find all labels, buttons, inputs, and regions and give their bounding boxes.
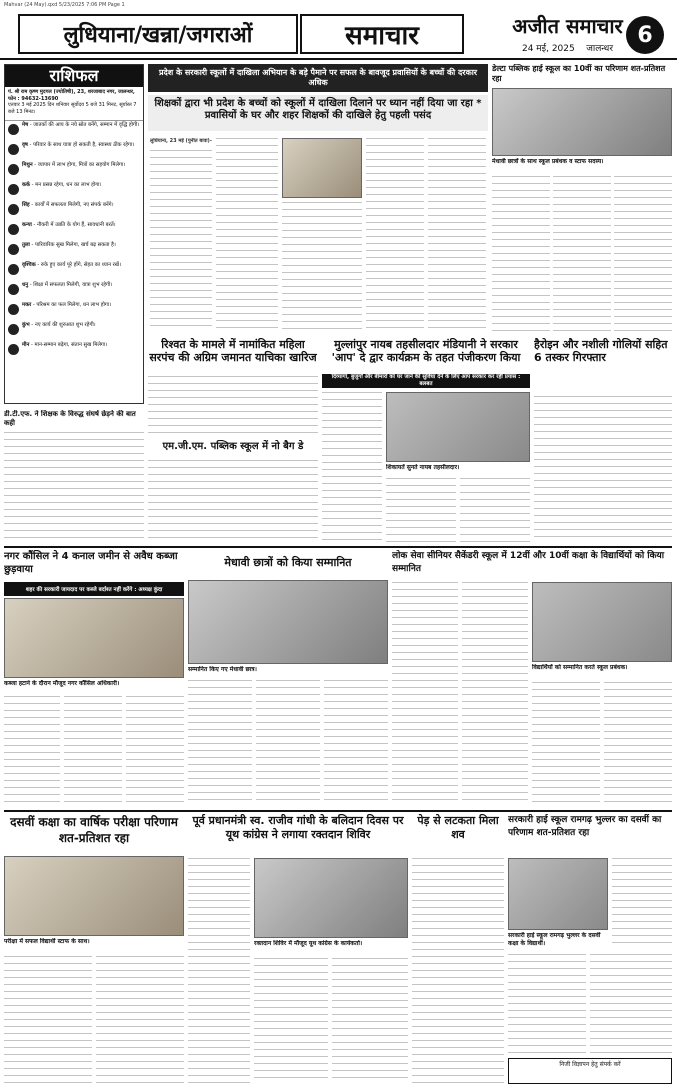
rajiv-body-col1 (188, 858, 250, 1084)
sign-prediction: जातकों की आय के नये स्रोत बनेंगे, सम्मान में वृद्धि होगी। (33, 122, 140, 128)
medhavi-headline: मेधावी छात्रों को किया सम्मानित (224, 556, 352, 569)
sign-row (5, 161, 143, 181)
paper-name: अजीत समाचार (512, 14, 623, 38)
lead-photo (282, 138, 362, 198)
sign-row (5, 201, 143, 221)
sign-row (5, 181, 143, 201)
sign-row (5, 121, 143, 141)
sign-name: सिंह (22, 202, 30, 208)
ramgarh-body-col1 (508, 954, 586, 1054)
sign-text: कन्या - नौकरी में उन्नति के योग हैं, सावधानी बरतें। (22, 222, 116, 228)
section-title: समाचार (300, 14, 464, 54)
ped-headline: पेड़ से लटकता मिला शव (417, 814, 499, 841)
sign-text: मीन - मान-सम्मान बढ़ेगा, संतान सुख मिलेगा। (22, 342, 108, 348)
sign-prediction: मान-सम्मान बढ़ेगा, संतान सुख मिलेगा। (34, 342, 108, 348)
zodiac-icon (8, 304, 19, 315)
rishwat-headline: रिश्वत के मामले में नामांकित महिला सरपंच की अग्रिम जमानत याचिका खारिज (149, 338, 317, 364)
dt-headline: डी.टी.एफ. ने शिक्षक के विरुद्ध संघर्ष छेड़ने की बात कही (4, 410, 136, 427)
lokseva-body-col4 (604, 682, 672, 806)
rajiv-body-col3 (332, 958, 408, 1084)
sign-prediction: नौकरी में उन्नति के योग हैं, सावधानी बरतें। (37, 222, 116, 228)
sign-prediction: परिश्रम का फल मिलेगा, धन लाभ होगा। (36, 302, 112, 308)
zodiac-icon (8, 344, 19, 355)
sign-prediction: कार्यों में सफलता मिलेगी, नए संपर्क बनेंगे। (34, 202, 114, 208)
sign-prediction: रुके हुए कार्य पूरे होंगे, सेहत का ध्यान रखें। (40, 262, 121, 268)
region-title: लुधियाना/खन्ना/जगराओं (18, 14, 298, 54)
delta-body-col2 (553, 176, 611, 336)
sign-name: कन्या (22, 222, 32, 228)
ramgarh-caption: सरकारी हाई स्कूल रामगढ़ भुल्लर के दसवीं कक्षा के विद्यार्थी। (508, 932, 601, 947)
heroin-headline: हैरोइन और नशीली गोलियों सहित 6 तस्कर गिरफ्तार (534, 338, 668, 364)
sign-name: वृष (22, 142, 28, 148)
lead-subhead: शिक्षकों द्वारा भी प्रदेश के बच्चों को स्कूलों में दाखिला दिलाने पर ध्यान नहीं दिया जा रहा * प्रवासियों के घर और शहर शिक्षकों की दाखिले हेतु पहली पसंद (148, 95, 488, 131)
section-divider (4, 546, 672, 548)
lokseva-caption: विद्यार्थियों को सम्मानित करते स्कूल प्रबंधक। (532, 664, 628, 671)
lokseva-photo (532, 582, 672, 662)
sign-text: तुला - पारिवारिक सुख मिलेगा, खर्च बढ़ सकता है। (22, 242, 116, 248)
sign-list (5, 121, 143, 361)
nagar-body-col3 (126, 696, 184, 806)
date-text: 24 मई, 2025 (521, 44, 575, 54)
sign-name: मिथुन (22, 162, 33, 168)
sign-row (5, 221, 143, 241)
zodiac-icon (8, 324, 19, 335)
sign-prediction: पारिवारिक सुख मिलेगा, खर्च बढ़ सकता है। (35, 242, 116, 248)
sign-name: कुंभ (22, 322, 30, 328)
zodiac-icon (8, 264, 19, 275)
nagar-photo (4, 598, 184, 678)
zodiac-icon (8, 224, 19, 235)
sign-row (5, 281, 143, 301)
mullanpur-headline: मुल्लांपुर नायब तहसीलदार मंडियानी ने सरकार 'आप' दे द्वार कार्यक्रम के तहत पंजीकरण किया (331, 338, 521, 364)
sign-text: वृश्चिक - रुके हुए कार्य पूरे होंगे, सेहत का ध्यान रखें। (22, 262, 121, 268)
ramgarh-photo (508, 858, 608, 930)
sign-text: मकर - परिश्रम का फल मिलेगा, धन लाभ होगा। (22, 302, 112, 308)
sign-row (5, 341, 143, 361)
sign-row (5, 261, 143, 281)
zodiac-icon (8, 144, 19, 155)
ped-body (412, 858, 504, 1084)
lokseva-body-col1 (392, 582, 458, 806)
rajiv-headline: पूर्व प्रधानमंत्री स्व. राजीव गांधी के बलिदान दिवस पर यूथ कांग्रेस ने लगाया रक्तदान शिविर (192, 814, 404, 841)
delta-photo (492, 88, 672, 156)
lokseva-body-col3 (532, 682, 600, 806)
ramgarh-body-col2 (590, 954, 672, 1054)
masthead (0, 10, 677, 60)
heroin-body (534, 396, 672, 542)
sign-row (5, 321, 143, 341)
mullanpur-body-col3 (460, 478, 530, 542)
sign-row (5, 141, 143, 161)
sign-text: कर्क - मन प्रसन्न रहेगा, धन का लाभ होगा। (22, 182, 102, 188)
medhavi-caption: सम्मानित किए गए मेधावी छात्र। (188, 666, 257, 673)
rajiv-caption: रक्तदान शिविर में मौजूद यूथ कांग्रेस के कार्यकर्ता। (254, 940, 363, 947)
ramgarh-side-body (612, 858, 672, 948)
astrologer-line: पं. श्री राम कृष्ण मुदगल (ज्योतिषी), 23, शरजाबाद नगर, जालन्धर, फोन : 94632-13690 (8, 89, 135, 101)
sign-text: धनु - शिक्षा में सफलता मिलेगी, यात्रा शुभ रहेगी। (22, 282, 113, 288)
lead-body-col1 (150, 150, 212, 330)
zodiac-icon (8, 244, 19, 255)
lokseva-headline: लोक सेवा सीनियर सैकेंडरी स्कूल में 12वीं और 10वीं कक्षा के विद्यार्थियों को किया सम्मानित (392, 551, 665, 574)
nagar-body-col2 (64, 696, 122, 806)
mullanpur-body-col1 (322, 392, 382, 542)
lead-dateline: लुधियाना, 23 मई (पुनीत बावा)- (150, 138, 212, 144)
lokseva-body-col2 (462, 582, 528, 806)
nagar-body-col1 (4, 696, 60, 806)
sign-prediction: नए कार्य की शुरुआत शुभ रहेगी। (34, 322, 96, 328)
lead-body-col5 (428, 138, 486, 330)
dasvi-photo (4, 856, 184, 936)
nagar-caption: कब्जा हटाने के दौरान मौजूद नगर कौंसिल अधिकारी। (4, 680, 120, 687)
section-divider-2 (4, 810, 672, 812)
sign-text: कुंभ - नए कार्य की शुरुआत शुभ रहेगी। (22, 322, 96, 328)
rashifal-intro: एतवार 3 मई 2025 दिन शनिवार सूर्योदय 5 बजे 31 मिनट, सूर्यास्त 7 बजे 13 मिनट। (5, 101, 143, 121)
delta-caption: मेधावी छात्रों के साथ स्कूल प्रबंधक व स्टाफ सदस्य। (492, 158, 604, 165)
rajiv-body-col2 (254, 958, 328, 1084)
sign-prediction: परिवार के साथ यात्रा हो सकती है, स्वास्थ्य ठीक रहेगा। (33, 142, 135, 148)
medhavi-body-col3 (324, 680, 388, 806)
dasvi-caption: परीक्षा में सफल विद्यार्थी स्टाफ के साथ। (4, 938, 90, 945)
lead-body-col4 (366, 138, 424, 330)
sign-name: तुला (22, 242, 30, 248)
nagar-headline: नगर कौंसिल ने 4 कनाल जमीन से अवैध कब्जा छुड़वाया (4, 551, 178, 575)
print-slug: Mahvar (24 May).qxd 5/23/2025 7:06 PM Page 1 (4, 2, 125, 8)
sign-name: वृश्चिक (22, 262, 36, 268)
zodiac-icon (8, 124, 19, 135)
sign-name: मेष (22, 122, 29, 128)
mgm-body (148, 460, 318, 542)
sign-text: सिंह - कार्यों में सफलता मिलेगी, नए संपर्क बनेंगे। (22, 202, 114, 208)
lead-body-col2 (216, 138, 278, 330)
rajiv-photo (254, 858, 408, 938)
sign-name: कर्क (22, 182, 30, 188)
dasvi-body-col2 (96, 956, 184, 1084)
dt-body (4, 432, 144, 540)
mgm-headline: एम.जी.एम. पब्लिक स्कूल में नो बैग डे (162, 441, 304, 452)
sign-text: मेष - जातकों की आय के नये स्रोत बनेंगे, सम्मान में वृद्धि होगी। (22, 122, 140, 128)
sign-text: मिथुन - व्यापार में लाभ होगा, मित्रों का सहयोग मिलेगा। (22, 162, 126, 168)
rashifal-title: राशिफल (5, 65, 143, 87)
city-text: जालन्धर (586, 44, 614, 54)
medhavi-photo (188, 580, 388, 664)
sign-row (5, 301, 143, 321)
mullanpur-body-col2 (386, 478, 456, 542)
rashifal-box (4, 64, 144, 404)
zodiac-icon (8, 164, 19, 175)
footer-notice: निजी विज्ञापन हेतु संपर्क करें (508, 1058, 672, 1084)
sign-name: मीन (22, 342, 30, 348)
ramgarh-headline: सरकारी हाई स्कूल रामगढ़ भुल्लर का दसवीं का परिणाम शत-प्रतिशत रहा (508, 815, 662, 838)
lead-body-col3 (282, 202, 362, 330)
medhavi-body-col1 (188, 680, 252, 806)
zodiac-icon (8, 184, 19, 195)
mullanpur-banner: दिव्यांगों, बुजुर्गों और बीमारों को घर जाने की सुविधा देने के लिए आप सरकार कर रही प्रयास : बलबत (322, 374, 530, 388)
sign-prediction: व्यापार में लाभ होगा, मित्रों का सहयोग मिलेगा। (37, 162, 126, 168)
lead-headline: प्रदेश के सरकारी स्कूलों में दाखिला अभियान के बड़े पैमाने पर सफल के बावजूद प्रवासियों के बच्चों की दरकार अधिक (148, 64, 488, 92)
nagar-banner: शहर की सरकारी जायदाद पर कब्जे बर्दाश्त नहीं करेंगे : अध्यक्ष कुंदा (4, 582, 184, 596)
sign-prediction: मन प्रसन्न रहेगा, धन का लाभ होगा। (35, 182, 102, 188)
dasvi-body-col1 (4, 956, 92, 1084)
zodiac-icon (8, 204, 19, 215)
delta-body-col3 (614, 176, 672, 336)
sign-name: मकर (22, 302, 32, 308)
sign-name: धनु (22, 282, 29, 288)
mullanpur-photo (386, 392, 530, 462)
medhavi-body-col2 (256, 680, 320, 806)
rishwat-body (148, 376, 318, 436)
zodiac-icon (8, 284, 19, 295)
delta-headline: डेल्टा पब्लिक हाई स्कूल का 10वीं का परिणाम शत-प्रतिशत रहा (492, 64, 666, 83)
page-number: 6 (626, 16, 664, 54)
mullanpur-caption: शिकायतें सुनते नायब तहसीलदार। (386, 464, 460, 471)
sign-text: वृष - परिवार के साथ यात्रा हो सकती है, स्वास्थ्य ठीक रहेगा। (22, 142, 135, 148)
dasvi-headline: दसवीं कक्षा का वार्षिक परीक्षा परिणाम शत-प्रतिशत रहा (10, 815, 178, 845)
sign-prediction: शिक्षा में सफलता मिलेगी, यात्रा शुभ रहेगी। (33, 282, 113, 288)
delta-body-col1 (492, 176, 550, 336)
sign-row (5, 241, 143, 261)
